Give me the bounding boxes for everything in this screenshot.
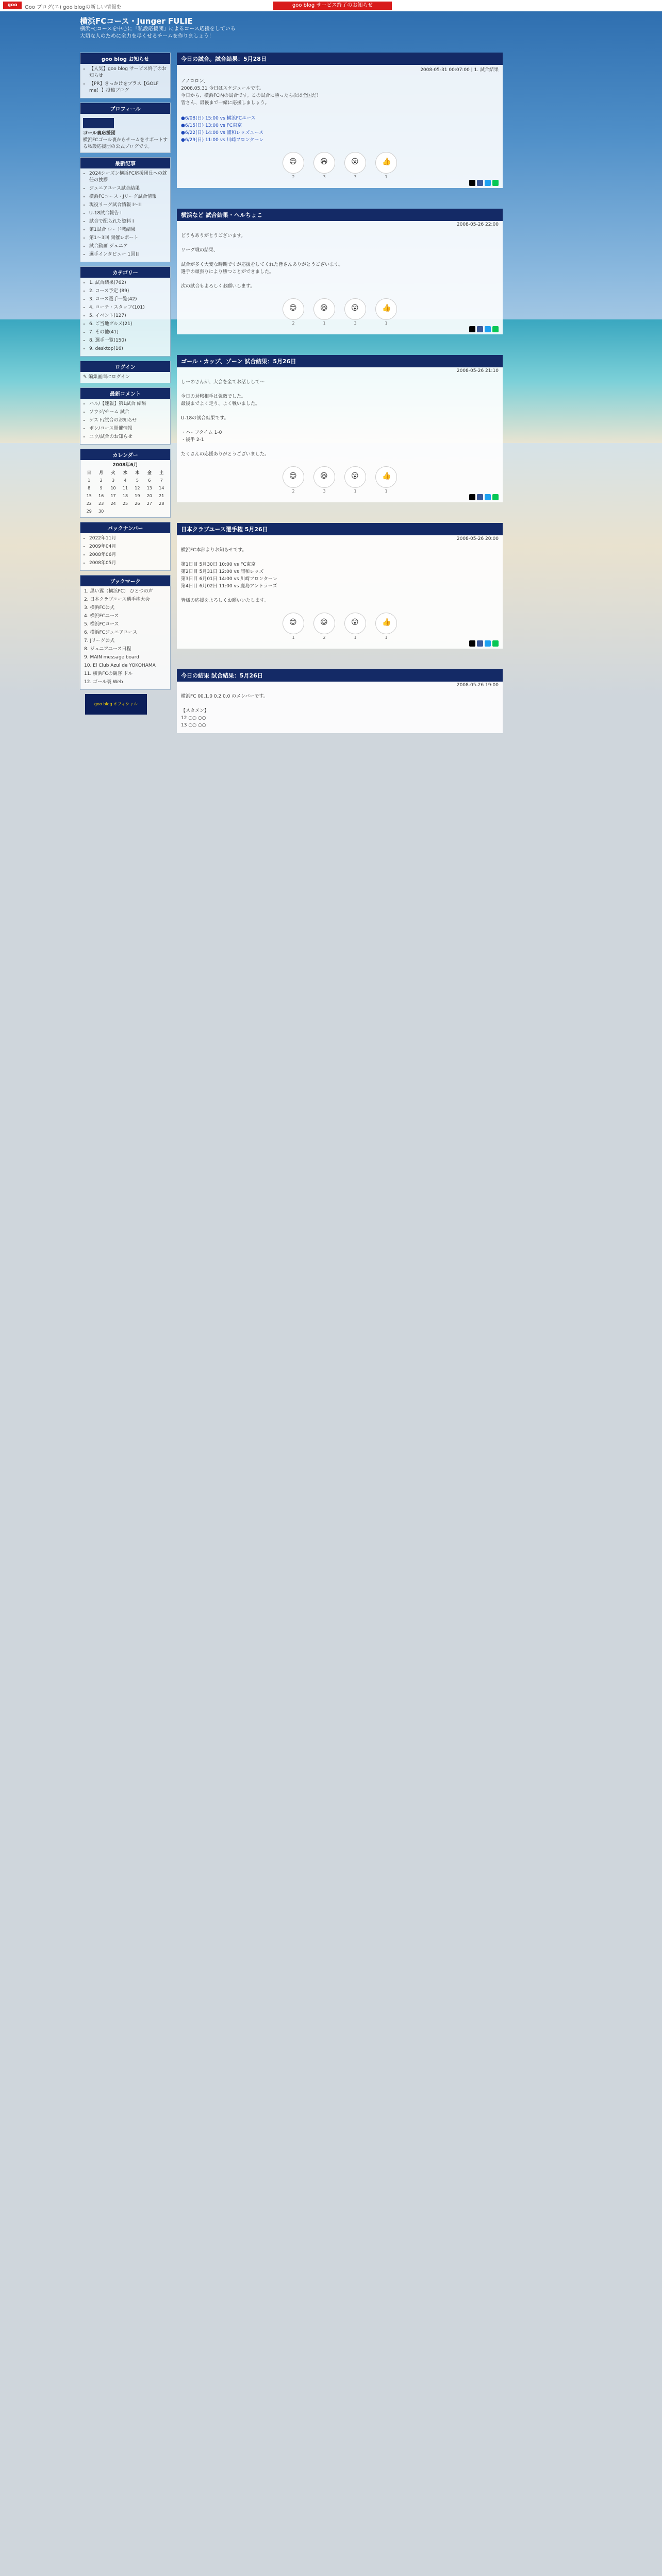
entry-date: 2008-05-31 00:07:00 | 1. 試合結果 xyxy=(420,67,499,73)
sidebar-heading: goo blog お知らせ xyxy=(80,53,170,64)
share-icon[interactable] xyxy=(469,180,475,186)
match-link[interactable]: ●6/15(日) 13:00 vs FC東京 xyxy=(181,123,242,128)
reaction-button[interactable] xyxy=(375,466,397,494)
calendar-date[interactable]: 19 xyxy=(135,494,140,498)
share-icon[interactable] xyxy=(477,494,483,500)
entry-title[interactable]: ゴール・カップ、ゾーン 試合結果：5月26日 xyxy=(177,355,503,367)
reaction-icon: 👍 xyxy=(382,618,391,626)
reaction-icon: 👍 xyxy=(382,158,391,166)
reaction-icon: 😆 xyxy=(320,472,328,480)
reaction-count: 1 xyxy=(385,175,388,179)
pencil-icon: ✎ xyxy=(83,375,87,380)
profile-text: 横浜FCゴール裏からチームをサポートする私設応援団の公式ブログです。 xyxy=(83,138,168,149)
entry-date: 2008-05-26 21:10 xyxy=(456,368,499,374)
reaction-icon: 😆 xyxy=(320,304,328,312)
reaction-count: 1 xyxy=(385,321,388,326)
category-link[interactable]: • 5. イベント(127) xyxy=(89,313,168,319)
category-link[interactable]: • 2. コース予定 (89) xyxy=(89,288,168,295)
entry-title[interactable]: 今日の結果 試合結果：5月26日 xyxy=(177,669,503,682)
calendar-date[interactable]: 5 xyxy=(136,478,139,483)
calendar-date[interactable]: 22 xyxy=(86,501,92,506)
main-content xyxy=(177,53,503,754)
sidebar-categories xyxy=(80,266,171,357)
calendar-date[interactable]: 6 xyxy=(148,478,151,483)
bookmark-link[interactable]: 7. Jリーグ公式 xyxy=(84,638,115,643)
reaction-count: 2 xyxy=(292,321,295,326)
share-icon[interactable] xyxy=(485,494,491,500)
share-icon[interactable] xyxy=(469,640,475,647)
share-buttons xyxy=(177,178,503,188)
reaction-icon: 😆 xyxy=(320,158,328,166)
reaction-count: 1 xyxy=(354,489,357,494)
reaction-icon: 😮 xyxy=(351,158,359,166)
reaction-button[interactable] xyxy=(313,613,335,640)
calendar-date[interactable]: 28 xyxy=(159,501,164,506)
bookmark-link[interactable]: 4. 横浜FCユース xyxy=(84,614,119,619)
sidebar-recent xyxy=(80,157,171,262)
calendar-date[interactable] xyxy=(131,507,143,515)
reaction-icon: 😮 xyxy=(351,472,359,480)
calendar-date[interactable]: 3 xyxy=(112,478,115,483)
calendar-day-header: 金 xyxy=(147,470,152,475)
share-icon[interactable] xyxy=(492,180,499,186)
entry-body: どうもありがとうございます。 リーグ戦の結果、 試合が多く大変な時期ですが応援をしてくれた皆さんありがとうございます。 選手の頑張りにより勝つことができました。 次の試合もよろしくお願いします。 xyxy=(181,233,343,289)
share-icon[interactable] xyxy=(492,326,499,332)
calendar-date[interactable]: 15 xyxy=(86,494,92,498)
reaction-count: 1 xyxy=(385,635,388,640)
share-icon[interactable] xyxy=(477,180,483,186)
reactions xyxy=(177,294,503,324)
share-icon[interactable] xyxy=(485,180,491,186)
recent-post-link[interactable]: • 試合動画 ジュニア xyxy=(89,243,168,250)
calendar-date[interactable]: 21 xyxy=(159,494,164,498)
share-icon[interactable] xyxy=(469,326,475,332)
sidebar-heading: カレンダー xyxy=(80,449,170,460)
backnumber-link[interactable]: • 2008年06月 xyxy=(89,552,168,558)
reaction-count: 3 xyxy=(354,175,357,179)
comment-link[interactable]: • ゲスト/試合のお知らせ xyxy=(89,417,168,424)
calendar-date[interactable]: 25 xyxy=(122,501,128,506)
comment-link[interactable]: • ソウジ/チーム 試合 xyxy=(89,409,168,416)
sidebar-profile xyxy=(80,103,171,153)
match-link[interactable]: ●6/08(日) 15:00 vs 横浜FCユース xyxy=(181,116,256,121)
comment-link[interactable]: • ユウ/試合のお知らせ xyxy=(89,434,168,440)
top-nav[interactable]: Goo ブログ(エ) goo blogの新しい情報を xyxy=(25,5,122,10)
backnumber-link[interactable]: • 2022年11月 xyxy=(89,535,168,542)
calendar-date[interactable] xyxy=(156,507,168,515)
reaction-icon: 😊 xyxy=(289,158,297,166)
reaction-count: 1 xyxy=(354,635,357,640)
category-link[interactable]: • 9. desktop(16) xyxy=(89,346,168,352)
calendar-date[interactable]: 20 xyxy=(146,494,152,498)
reaction-icon: 😮 xyxy=(351,304,359,312)
reaction-button[interactable] xyxy=(344,152,366,179)
blog-entry xyxy=(177,53,503,188)
reaction-button[interactable] xyxy=(313,152,335,179)
entry-title[interactable]: 今日の試合。試合結果：5月28日 xyxy=(177,53,503,65)
category-link[interactable]: • 4. コーチ・スタッフ(101) xyxy=(89,304,168,311)
calendar-date[interactable]: 23 xyxy=(98,501,104,506)
calendar-day-header: 月 xyxy=(99,470,104,475)
reaction-icon: 😊 xyxy=(289,618,297,626)
page xyxy=(23,11,662,2576)
calendar-date[interactable] xyxy=(119,507,131,515)
share-icon[interactable] xyxy=(492,494,499,500)
entry-date: 2008-05-26 19:00 xyxy=(456,683,499,688)
calendar-date[interactable]: 27 xyxy=(146,501,152,506)
reaction-button[interactable] xyxy=(375,298,397,326)
calendar-day-header: 火 xyxy=(111,470,115,475)
sidebar-heading: ログイン xyxy=(80,361,170,372)
reaction-count: 1 xyxy=(385,489,388,494)
reaction-count: 3 xyxy=(323,175,326,179)
share-icon[interactable] xyxy=(485,326,491,332)
entry-body: 横浜FC 00.1.0 0.2.0.0 のメンバーです。 【スタメン】 12 ○○ ○○ 13 ○○ ○○ xyxy=(181,694,268,728)
sidebar-heading: カテゴリー xyxy=(80,267,170,278)
bookmark-link[interactable]: 1. 黒い翼（横浜FC） ひとつの声 xyxy=(84,589,153,594)
calendar-date[interactable]: 2 xyxy=(100,478,103,483)
share-icon[interactable] xyxy=(485,640,491,647)
sidebar-heading: プロフィール xyxy=(80,103,170,114)
entry-title[interactable]: 日本クラブユース選手権 5月26日 xyxy=(177,523,503,535)
reaction-button[interactable] xyxy=(344,298,366,326)
calendar-day-header: 木 xyxy=(135,470,140,475)
calendar-date[interactable]: 9 xyxy=(100,486,103,490)
bookmark-link[interactable]: 12. ゴール裏 Web xyxy=(84,680,123,685)
reaction-icon: 👍 xyxy=(382,304,391,312)
category-link[interactable]: • 6. ご当地グルメ(21) xyxy=(89,321,168,328)
comment-link[interactable]: • ポン/コース開催情報 xyxy=(89,426,168,432)
reaction-icon: 😊 xyxy=(289,304,297,312)
reaction-button[interactable] xyxy=(283,298,304,326)
category-link[interactable]: • 3. コース選手一覧(42) xyxy=(89,296,168,303)
entry-title[interactable]: 横浜など 試合結果・へルちょこ xyxy=(177,209,503,221)
bookmark-link[interactable]: 8. ジュニアユース日程 xyxy=(84,647,131,652)
sidebar xyxy=(80,53,171,715)
reaction-icon: 👍 xyxy=(382,472,391,480)
calendar-date[interactable]: 16 xyxy=(98,494,104,498)
sidebar-login xyxy=(80,361,171,383)
recent-post-link[interactable]: • 第1〜3回 開催レポート xyxy=(89,235,168,242)
avatar xyxy=(83,118,114,128)
reaction-count: 2 xyxy=(292,489,295,494)
calendar-day-header: 土 xyxy=(159,470,164,475)
bookmark-link[interactable]: 6. 横浜FCジュニアユース xyxy=(84,630,137,635)
reaction-button[interactable] xyxy=(313,466,335,494)
blog-description: 横浜FCコースを中心に「私設応援団」によるコース応援をしている 大切な人のために全力を尽くせるチームを作りましょう！ xyxy=(80,26,236,39)
reaction-button[interactable] xyxy=(283,466,304,494)
reaction-button[interactable] xyxy=(375,613,397,640)
recent-post-link[interactable]: • 第1試合 ロード戦結果 xyxy=(89,227,168,233)
entry-links xyxy=(177,111,503,148)
reaction-count: 2 xyxy=(323,635,326,640)
category-link[interactable]: • 1. 試合結果(762) xyxy=(89,280,168,286)
sidebar-heading: 最新コメント xyxy=(80,388,170,399)
recent-post-link[interactable]: • 現役リーグ試合情報 Ⅰ〜Ⅲ xyxy=(89,202,168,209)
calendar-date[interactable]: 14 xyxy=(159,486,164,490)
blog-entry xyxy=(177,523,503,649)
reactions xyxy=(177,462,503,492)
share-icon[interactable] xyxy=(477,326,483,332)
share-icon[interactable] xyxy=(492,640,499,647)
entry-body: しーのさんが、大会を全てお話しして〜 今日の対戦相手は強敵でした。 最後までよく走り、よく戦いました。 U-18の試合結果です。 ・ハーフタイム 1-0 ・後半 2-1 たくさんの応援ありがとうございました。 xyxy=(181,380,270,457)
calendar-date[interactable]: 1 xyxy=(88,478,91,483)
sidebar-link[interactable]: • 【人気】goo blog サービス終了のお知らせ xyxy=(89,66,168,79)
match-link[interactable]: ●6/29(日) 11:00 vs 川崎フロンターレ xyxy=(181,138,264,143)
sidebar-heading: 最新記事 xyxy=(80,158,170,168)
reaction-button[interactable] xyxy=(344,466,366,494)
calendar-date[interactable]: 10 xyxy=(110,486,116,490)
share-buttons xyxy=(177,324,503,334)
entry-body: ノノロロン、 2008.05.31 今日はスケジュールです。 今日から、横浜FC内の試合です。この試合に勝ったら次は全国だ！ 皆さん、最後まで一緒に応援しましょう。 xyxy=(181,79,321,106)
calendar-date[interactable]: 30 xyxy=(98,509,104,514)
comment-link[interactable]: • ハル/【速報】第1試合 結果 xyxy=(89,401,168,408)
blog-entry xyxy=(177,209,503,334)
calendar-day-header: 水 xyxy=(123,470,127,475)
reaction-button[interactable] xyxy=(283,152,304,179)
bookmark-link[interactable]: 2. 日本クラブユース選手権大会 xyxy=(84,597,150,602)
calendar-date[interactable]: 7 xyxy=(160,478,163,483)
calendar-date[interactable]: 17 xyxy=(110,494,116,498)
calendar-date[interactable]: 13 xyxy=(146,486,152,490)
calendar-date[interactable]: 29 xyxy=(86,509,92,514)
blog-header xyxy=(23,11,637,47)
sidebar-comments xyxy=(80,387,171,445)
category-link[interactable]: • 8. 選手一覧(150) xyxy=(89,337,168,344)
reaction-count: 3 xyxy=(323,489,326,494)
bookmark-link[interactable]: 11. 横浜FCの観客 ドル xyxy=(84,671,133,676)
bookmark-link[interactable]: 9. MAIN message board xyxy=(84,655,139,660)
calendar-date[interactable]: 4 xyxy=(124,478,127,483)
login-link[interactable]: 編集画面にログイン xyxy=(88,375,130,380)
reaction-count: 1 xyxy=(292,635,295,640)
bookmark-link[interactable]: 5. 横浜FCコース xyxy=(84,622,119,627)
reaction-button[interactable] xyxy=(313,298,335,326)
recent-post-link[interactable]: • ジュニアユース試合結果 xyxy=(89,185,168,192)
sidebar-bookmark xyxy=(80,575,171,690)
reaction-button[interactable] xyxy=(344,613,366,640)
sidebar-calendar xyxy=(80,449,171,518)
goo-logo[interactable]: goo xyxy=(3,2,22,9)
reactions xyxy=(177,148,503,178)
profile-name[interactable]: ゴール裏応援団 xyxy=(83,131,115,136)
calendar-date[interactable]: 26 xyxy=(135,501,140,506)
bookmark-link[interactable]: 10. El Club Azul de YOKOHAMA xyxy=(84,663,156,668)
reaction-icon: 😊 xyxy=(289,472,297,480)
reaction-count: 3 xyxy=(354,321,357,326)
backnumber-link[interactable]: • 2009年04月 xyxy=(89,544,168,550)
goo-blog-badge[interactable]: goo blog オフィシャル xyxy=(85,694,147,715)
blog-entry xyxy=(177,669,503,733)
reaction-icon: 😆 xyxy=(320,618,328,626)
recent-post-link[interactable]: • 試合で配られた資料 Ⅰ xyxy=(89,218,168,225)
sidebar-backnumber xyxy=(80,522,171,571)
reaction-button[interactable] xyxy=(375,152,397,179)
entry-body: 横浜FC本部よりお知らせです。 第1日目 5月30日 10:00 vs FC東京 第2日目 5月31日 12:00 vs 浦和レッズ 第3日目 6月01日 14:00 vs 川崎フロンターレ 第4日目 6月02日 11:00 vs 鹿島アントラーズ 皆様の応援をよろしくお願いいたします。 xyxy=(181,548,277,603)
blog-entry xyxy=(177,355,503,502)
entry-date: 2008-05-26 20:00 xyxy=(456,536,499,541)
share-icon[interactable] xyxy=(477,640,483,647)
promo-banner[interactable]: goo blog サービス終了のお知らせ xyxy=(273,2,392,10)
category-link[interactable]: • 7. その他(41) xyxy=(89,329,168,336)
share-icon[interactable] xyxy=(469,494,475,500)
recent-post-link[interactable]: • 2024シーズン横浜FC応援団長への就任の挨拶 xyxy=(89,171,168,184)
share-buttons xyxy=(177,638,503,649)
reactions xyxy=(177,608,503,638)
sidebar-link[interactable]: • 【PR】きっかけをプラス【GOLF me！】投稿ブログ xyxy=(89,81,168,94)
sidebar-heading: ブックマーク xyxy=(80,575,170,586)
recent-post-link[interactable]: • U-18試合報告 Ⅰ xyxy=(89,210,168,217)
match-link[interactable]: ●6/22(日) 14:00 vs 浦和レッズユース xyxy=(181,130,264,135)
calendar-date[interactable] xyxy=(143,507,155,515)
calendar-date[interactable] xyxy=(107,507,119,515)
sidebar-blog-info xyxy=(80,53,171,98)
calendar-table xyxy=(83,469,168,515)
recent-post-link[interactable]: • 選手インタビュー 1回目 xyxy=(89,251,168,258)
recent-post-link[interactable]: • 横浜FCコース・Jリーグ試合情報 xyxy=(89,194,168,200)
calendar-date[interactable]: 24 xyxy=(110,501,116,506)
blog-title[interactable]: 横浜FCコース・Junger FULIE xyxy=(80,16,193,26)
sidebar-heading: バックナンバー xyxy=(80,522,170,533)
entry-date: 2008-05-26 22:00 xyxy=(456,222,499,227)
reaction-button[interactable] xyxy=(283,613,304,640)
reaction-icon: 😮 xyxy=(351,618,359,626)
backnumber-link[interactable]: • 2008年05月 xyxy=(89,560,168,567)
calendar-date[interactable]: 11 xyxy=(122,486,128,490)
calendar-date[interactable]: 8 xyxy=(88,486,91,490)
share-buttons xyxy=(177,492,503,502)
bookmark-link[interactable]: 3. 横浜FC公式 xyxy=(84,605,114,611)
calendar-day-header: 日 xyxy=(87,470,91,475)
reaction-count: 2 xyxy=(292,175,295,179)
top-bar xyxy=(0,0,662,12)
calendar-month: 2008年6月 xyxy=(112,463,138,468)
calendar-date[interactable]: 18 xyxy=(122,494,128,498)
calendar-date[interactable]: 12 xyxy=(135,486,140,490)
reaction-count: 1 xyxy=(323,321,326,326)
